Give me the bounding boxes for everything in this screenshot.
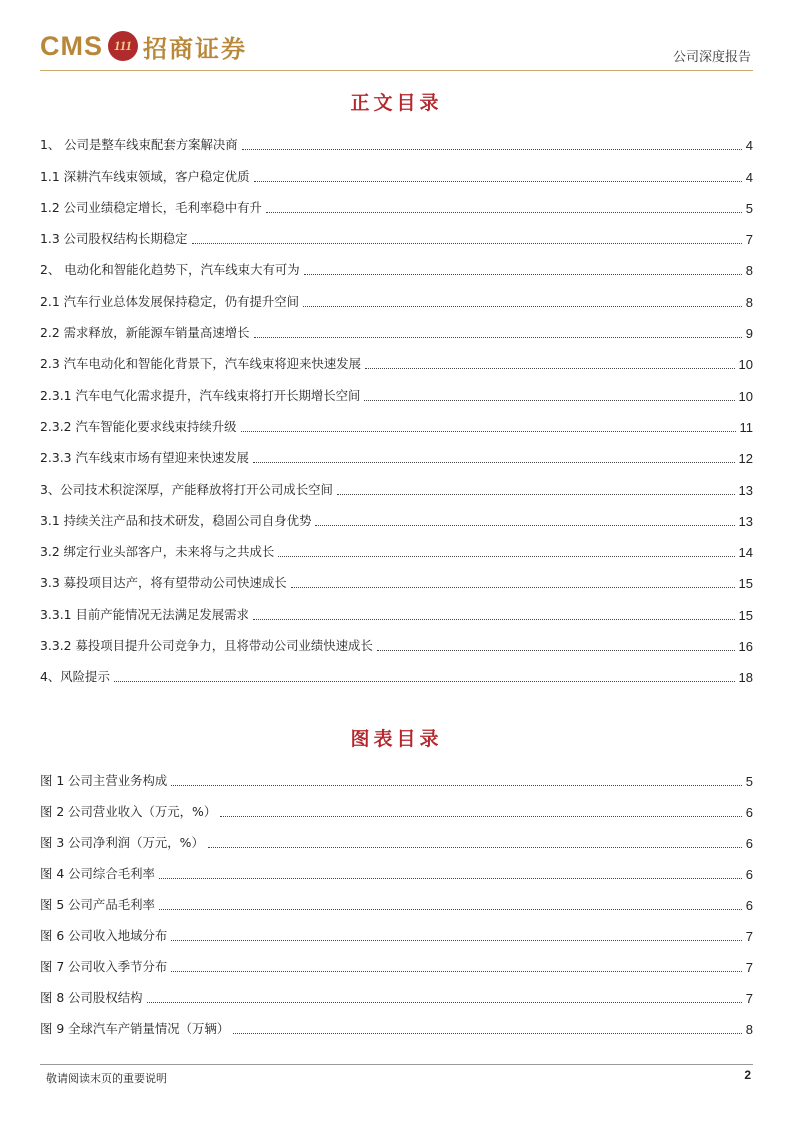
toc-entry-label: 2、 电动化和智能化趋势下，汽车线束大有可为 bbox=[40, 262, 300, 278]
dot-leader bbox=[337, 494, 735, 495]
figure-entry-page: 6 bbox=[745, 867, 753, 882]
report-type-label: 公司深度报告 bbox=[672, 50, 751, 65]
page-number: 2 bbox=[744, 1068, 751, 1082]
toc-entry-page: 8 bbox=[745, 263, 753, 279]
toc-entry-label: 3.1 持续关注产品和技术研发，稳固公司自身优势 bbox=[40, 512, 312, 528]
toc-entry[interactable] bbox=[40, 247, 753, 278]
toc-entry-page: 4 bbox=[745, 138, 753, 154]
toc-entry-page: 4 bbox=[745, 169, 753, 185]
toc-entry[interactable] bbox=[40, 466, 753, 497]
dot-leader bbox=[254, 337, 742, 338]
dot-leader bbox=[159, 909, 742, 910]
toc-entry-label: 1.1 深耕汽车线束领域，客户稳定优质 bbox=[40, 168, 250, 184]
toc-entry[interactable] bbox=[40, 310, 753, 341]
logo-latin-text: CMS bbox=[40, 30, 103, 61]
toc-entry-page: 9 bbox=[745, 326, 753, 342]
figure-entry-label: 图 5 公司产品毛利率 bbox=[40, 897, 155, 912]
figure-entry-page: 8 bbox=[745, 1022, 753, 1037]
toc-entry[interactable] bbox=[40, 185, 753, 216]
company-logo bbox=[40, 26, 247, 66]
dot-leader bbox=[291, 587, 735, 588]
figure-entry-label: 图 7 公司收入季节分布 bbox=[40, 959, 168, 974]
toc-entry-label: 3、公司技术积淀深厚，产能释放将打开公司成长空间 bbox=[40, 481, 333, 497]
toc-entry-label: 3.3 募投项目达产，将有望带动公司快速成长 bbox=[40, 575, 287, 591]
page-header bbox=[40, 26, 753, 70]
figure-entry-page: 7 bbox=[745, 960, 753, 975]
toc-entry-label: 2.2 需求释放，新能源车销量高速增长 bbox=[40, 325, 250, 341]
figure-entry[interactable] bbox=[40, 758, 753, 789]
toc-entry-label: 2.3.2 汽车智能化要求线束持续升级 bbox=[40, 418, 237, 434]
dot-leader bbox=[192, 243, 742, 244]
figure-entry[interactable] bbox=[40, 1006, 753, 1037]
figure-entry-label: 图 1 公司主营业务构成 bbox=[40, 773, 168, 788]
toc-entry-label: 1、 公司是整车线束配套方案解决商 bbox=[40, 137, 238, 153]
footer-divider bbox=[40, 1064, 753, 1065]
dot-leader bbox=[365, 368, 735, 369]
toc-entry[interactable] bbox=[40, 560, 753, 591]
toc-entry[interactable] bbox=[40, 435, 753, 466]
dot-leader bbox=[266, 212, 742, 213]
toc-entry[interactable] bbox=[40, 529, 753, 560]
toc-entry-page: 16 bbox=[738, 639, 753, 655]
dot-leader bbox=[254, 181, 742, 182]
toc-entry-label: 4、风险提示 bbox=[40, 669, 110, 685]
toc-entry[interactable] bbox=[40, 153, 753, 184]
toc-entry[interactable] bbox=[40, 216, 753, 247]
figures-title: 图表目录 bbox=[350, 728, 443, 750]
toc-entry-page: 12 bbox=[738, 451, 753, 467]
toc-entry[interactable] bbox=[40, 591, 753, 622]
toc-entry-page: 14 bbox=[738, 545, 753, 561]
dot-leader bbox=[241, 431, 736, 432]
figure-entry[interactable] bbox=[40, 913, 753, 944]
figure-entry-label: 图 9 全球汽车产销量情况（万辆） bbox=[40, 1021, 230, 1036]
dot-leader bbox=[208, 847, 742, 848]
figure-entry[interactable] bbox=[40, 882, 753, 913]
header-divider bbox=[40, 70, 753, 71]
toc-entry-page: 15 bbox=[738, 607, 753, 623]
logo-seal-icon: 111 bbox=[108, 31, 138, 61]
dot-leader bbox=[253, 462, 735, 463]
toc-entry-page: 10 bbox=[738, 357, 753, 373]
toc-entry[interactable] bbox=[40, 341, 753, 372]
toc-entry[interactable] bbox=[40, 498, 753, 529]
table-of-contents bbox=[40, 122, 753, 685]
figure-entry[interactable] bbox=[40, 944, 753, 975]
dot-leader bbox=[114, 681, 735, 682]
footer-disclaimer-note: 敬请阅读末页的重要说明 bbox=[46, 1072, 167, 1085]
dot-leader bbox=[253, 619, 735, 620]
dot-leader bbox=[278, 556, 734, 557]
toc-entry-page: 15 bbox=[738, 576, 753, 592]
figure-entry-label: 图 4 公司综合毛利率 bbox=[40, 866, 155, 881]
toc-entry[interactable] bbox=[40, 654, 753, 685]
toc-entry[interactable] bbox=[40, 278, 753, 309]
toc-entry-label: 3.3.1 目前产能情况无法满足发展需求 bbox=[40, 606, 249, 622]
toc-entry-page: 18 bbox=[738, 670, 753, 686]
toc-entry-label: 3.2 绑定行业头部客户，未来将与之共成长 bbox=[40, 544, 275, 560]
figure-entry-label: 图 8 公司股权结构 bbox=[40, 990, 143, 1005]
figure-entry-label: 图 2 公司营业收入（万元，%） bbox=[40, 804, 217, 819]
list-of-figures bbox=[40, 758, 753, 1037]
toc-entry-page: 7 bbox=[745, 232, 753, 248]
dot-leader bbox=[233, 1033, 742, 1034]
toc-entry-page: 11 bbox=[739, 419, 753, 435]
toc-entry-label: 3.3.2 募投项目提升公司竞争力，且将带动公司业绩快速成长 bbox=[40, 638, 373, 654]
dot-leader bbox=[377, 650, 735, 651]
toc-entry-page: 13 bbox=[738, 513, 753, 529]
toc-entry-page: 5 bbox=[745, 200, 753, 216]
figure-entry-page: 6 bbox=[745, 898, 753, 913]
toc-entry[interactable] bbox=[40, 122, 753, 153]
figure-entry-page: 6 bbox=[745, 805, 753, 820]
toc-entry-page: 8 bbox=[745, 294, 753, 310]
toc-entry[interactable] bbox=[40, 623, 753, 654]
toc-entry-label: 2.3 汽车电动化和智能化背景下，汽车线束将迎来快速发展 bbox=[40, 356, 362, 372]
toc-entry[interactable] bbox=[40, 404, 753, 435]
figure-entry[interactable] bbox=[40, 975, 753, 1006]
dot-leader bbox=[315, 525, 734, 526]
toc-entry-label: 2.1 汽车行业总体发展保持稳定，仍有提升空间 bbox=[40, 293, 300, 309]
dot-leader bbox=[304, 274, 742, 275]
dot-leader bbox=[220, 816, 742, 817]
figure-entry[interactable] bbox=[40, 851, 753, 882]
toc-entry-label: 2.3.1 汽车电气化需求提升，汽车线束将打开长期增长空间 bbox=[40, 387, 361, 403]
figure-entry[interactable] bbox=[40, 789, 753, 820]
dot-leader bbox=[147, 1002, 742, 1003]
figure-entry-page: 7 bbox=[745, 929, 753, 944]
figure-entry-label: 图 3 公司净利润（万元，%） bbox=[40, 835, 204, 850]
figure-entry-page: 7 bbox=[745, 991, 753, 1006]
toc-entry-page: 13 bbox=[738, 482, 753, 498]
figure-entry-page: 6 bbox=[745, 836, 753, 851]
toc-entry-label: 1.2 公司业绩稳定增长，毛利率稳中有升 bbox=[40, 199, 262, 215]
toc-entry[interactable] bbox=[40, 372, 753, 403]
toc-entry-label: 1.3 公司股权结构长期稳定 bbox=[40, 231, 188, 247]
dot-leader bbox=[171, 971, 741, 972]
dot-leader bbox=[171, 940, 741, 941]
contents-title: 正文目录 bbox=[350, 92, 443, 114]
dot-leader bbox=[303, 306, 742, 307]
dot-leader bbox=[171, 785, 741, 786]
logo-chinese-text: 招商证券 bbox=[143, 33, 247, 63]
figure-entry-page: 5 bbox=[745, 774, 753, 789]
figure-entry[interactable] bbox=[40, 820, 753, 851]
figure-entry-label: 图 6 公司收入地域分布 bbox=[40, 928, 168, 943]
toc-entry-page: 10 bbox=[738, 388, 753, 404]
dot-leader bbox=[242, 149, 742, 150]
dot-leader bbox=[364, 400, 734, 401]
toc-entry-label: 2.3.3 汽车线束市场有望迎来快速发展 bbox=[40, 450, 249, 466]
dot-leader bbox=[159, 878, 742, 879]
